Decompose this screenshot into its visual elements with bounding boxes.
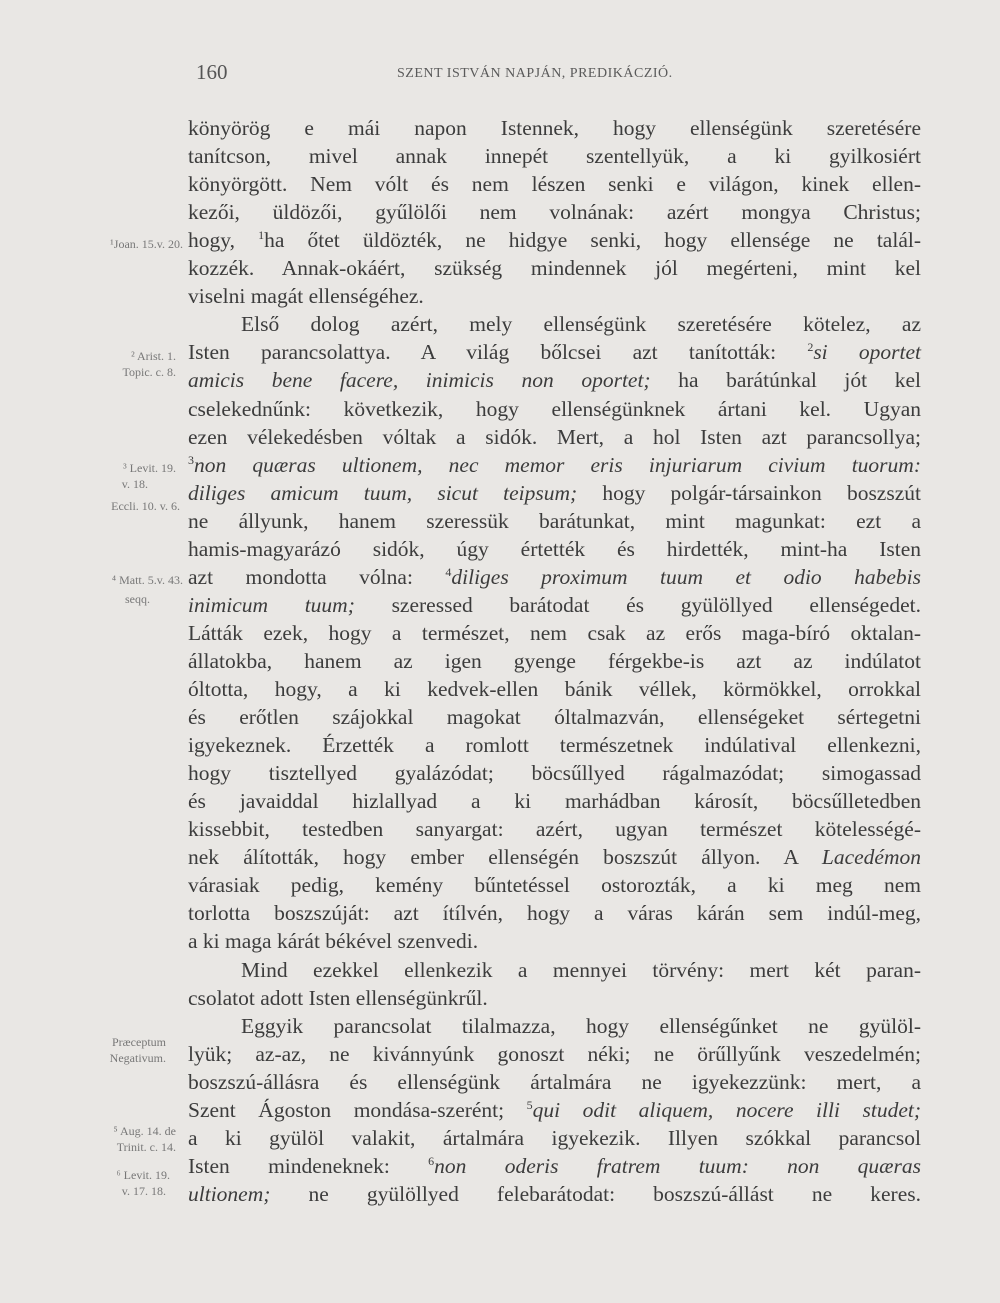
text-line: [188, 1096, 921, 1124]
margin-note: v. 17. 18.: [121, 1184, 166, 1198]
text-segment: hogy polgár-társainkon boszszút: [577, 480, 921, 505]
margin-note: seqq.: [125, 592, 150, 606]
text-segment: és javaiddal hizlallyad a ki marhádban károsít, böcsűlletedben: [188, 789, 921, 814]
text-line: [188, 1180, 921, 1208]
text-segment: Eggyik parancsolat tilalmazza, hogy ellenségűnket ne gyülöl-: [241, 1013, 921, 1038]
margin-note: Præceptum: [112, 1035, 166, 1049]
text-line: [188, 1040, 921, 1068]
latin-quote: ultionem;: [188, 1181, 271, 1206]
text-line: [188, 815, 921, 843]
text-line: [188, 1152, 921, 1180]
text-line: [188, 198, 921, 226]
text-segment: Isten parancsolattya. A világ bőlcsei azt tanították:: [188, 340, 808, 365]
margin-note: Negativum.: [109, 1051, 166, 1065]
text-line: [188, 927, 921, 955]
footnote-marker: 2: [807, 340, 814, 355]
text-segment: lyük; az-az, ne kivánnyúnk gonoszt néki; ne örűllyűnk veszedelmén;: [188, 1041, 921, 1066]
text-line: [188, 114, 921, 142]
text-segment: torlotta boszszúját: azt ítílvén, hogy a váras kárán sem indúl-meg,: [188, 901, 921, 926]
margin-note: Eccli. 10. v. 6.: [111, 499, 180, 513]
margin-note: ³ Levit. 19.: [123, 461, 176, 475]
text-line: [188, 395, 921, 423]
text-segment: óltotta, hogy, a ki kedvek-ellen bánik véllek, körmökkel, orrokkal: [188, 677, 921, 701]
text-segment: ha barátúnkal jót kel: [650, 368, 921, 393]
text-line: [188, 647, 921, 675]
latin-quote: inimicum tuum;: [188, 592, 355, 617]
text-line: [188, 787, 921, 815]
text-segment: a ki gyülöl valakit, ártalmára igyekezik. Illyen szókkal parancsol: [188, 1125, 921, 1150]
text-segment: hamis-magyarázó sidók, úgy értették és hirdették, mint-ha Isten: [188, 536, 921, 561]
text-segment: állatokba, hanem az igen gyenge férgekbe-is azt az indúlatot: [188, 648, 921, 673]
text-line: [241, 956, 921, 984]
text-segment: csolatot adott Isten ellenségünkrűl.: [188, 985, 488, 1010]
text-line: [188, 423, 921, 451]
text-line: [188, 1068, 921, 1096]
text-line: [188, 226, 921, 254]
text-line: [188, 675, 921, 703]
text-line: [188, 366, 921, 394]
text-segment: könyörög e mái napon Istennek, hogy ellenségünk szeretésére: [188, 116, 921, 140]
text-line: [188, 703, 921, 731]
text-segment: Mind ezekkel ellenkezik a mennyei törvény: mert két paran-: [241, 957, 921, 982]
text-segment: Látták ezek, hogy a természet, nem csak az erős maga-bíró oktalan-: [188, 620, 921, 645]
text-line: [188, 282, 921, 310]
text-segment: ne gyülöllyed felebarátodat: boszszú-állást ne keres.: [270, 1181, 921, 1206]
text-line: [188, 899, 921, 927]
running-head: SZENT ISTVÁN NAPJÁN, PREDIKÁCZIÓ.: [397, 66, 673, 81]
footnote-marker: 3: [188, 452, 194, 467]
latin-quote: qui odit aliquem, nocere illi studet;: [532, 1097, 921, 1122]
margin-note: ¹Joan. 15.v. 20.: [110, 237, 183, 251]
text-segment: boszszú-állásra és ellenségünk ártalmára ne igyekezzünk: mert, a: [188, 1069, 921, 1094]
latin-quote: diliges amicum tuum, sicut teipsum;: [188, 480, 578, 505]
latin-quote: non oderis fratrem tuum: non quæras: [434, 1153, 921, 1178]
footnote-marker: 4: [445, 564, 452, 579]
text-line: [188, 759, 921, 787]
text-segment: és erőtlen szájokkal magokat óltalmazván, ellenségeket sértegetni: [188, 705, 921, 730]
text-segment: kozzék. Annak-okáért, szükség mindennek jól megérteni, mint kel: [188, 256, 921, 281]
text-line: [188, 254, 921, 282]
text-segment: könyörgött. Nem vólt és nem lészen senki e világon, kinek ellen-: [188, 172, 921, 197]
text-segment: cselekednűnk: következik, hogy ellenségünknek ártani kel. Ugyan: [188, 396, 921, 421]
text-line: [188, 619, 921, 647]
text-segment: szeressed barátodat és gyülöllyed ellenségedet.: [354, 592, 921, 617]
text-line: [241, 310, 921, 338]
text-segment: kezői, üldözői, gyűlölői nem volnának: azért mongya Christus;: [188, 200, 921, 225]
latin-quote: si oportet: [813, 340, 922, 365]
text-segment: igyekeznek. Érzették a romlott természetnek indúlatival ellenkezni,: [188, 733, 921, 758]
text-line: [188, 507, 921, 535]
margin-note: ⁵ Aug. 14. de: [113, 1124, 176, 1138]
text-line: [188, 479, 921, 507]
text-segment: a ki maga kárát békével szenvedi.: [188, 929, 479, 954]
text-line: [188, 170, 921, 198]
page-number: 160: [196, 60, 228, 84]
margin-note: Topic. c. 8.: [122, 365, 176, 379]
margin-note: ⁶ Levit. 19.: [116, 1168, 170, 1182]
text-line: [188, 338, 921, 366]
text-segment: viselni magát ellenségéhez.: [188, 284, 424, 309]
text-segment: azt mondotta vólna:: [188, 564, 446, 589]
latin-quote: non quæras ultionem, nec memor eris injuriarum civium tuorum:: [194, 452, 921, 477]
text-segment: Isten mindeneknek:: [188, 1153, 429, 1178]
text-line: [188, 535, 921, 563]
latin-quote: diliges proximum tuum et odio habebis: [451, 564, 922, 589]
text-segment: kissebbit, testedben sanyargat: azért, ugyan természet kötelességé-: [188, 817, 921, 842]
margin-note: ² Arist. 1.: [131, 349, 176, 363]
text-line: [188, 142, 921, 170]
text-segment: nek álították, hogy ember ellenségén boszszút állyon. A: [188, 845, 822, 870]
text-segment: hogy,: [188, 228, 259, 253]
text-segment: Szent Ágoston mondása-szerént;: [188, 1097, 527, 1122]
margin-note: ⁴ Matt. 5.v. 43.: [111, 573, 183, 587]
text-line: [188, 563, 921, 591]
footnote-marker: 1: [258, 228, 265, 243]
footnote-marker: 5: [526, 1097, 533, 1112]
text-line: [188, 591, 921, 619]
text-line: [188, 451, 921, 479]
text-line: [188, 843, 921, 871]
text-line: [188, 1124, 921, 1152]
text-segment: hogy tisztellyed gyalázódat; böcsűllyed rágalmazódat; simogassad: [188, 761, 921, 786]
text-segment: tanítcson, mivel annak innepét szentellyük, a ki gyilkosiért: [188, 144, 921, 169]
latin-quote: Lacedémon: [821, 845, 921, 870]
footnote-marker: 6: [428, 1153, 435, 1168]
text-line: [188, 731, 921, 759]
text-segment: ne állyunk, hanem szeressük barátunkat, mint magunkat: ezt a: [188, 508, 921, 533]
margin-note: v. 18.: [121, 477, 148, 491]
text-line: [188, 871, 921, 899]
text-segment: ha őtet üldözték, ne hidgye senki, hogy ellensége ne talál-: [264, 228, 921, 253]
text-segment: Első dolog azért, mely ellenségünk szeretésére kötelez, az: [241, 312, 921, 337]
text-line: [188, 984, 921, 1012]
margin-note: Trinit. c. 14.: [116, 1140, 176, 1154]
text-segment: várasiak pedig, kemény bűntetéssel ostorozták, a ki meg nem: [188, 873, 921, 898]
text-segment: ezen vélekedésben vóltak a sidók. Mert, a hol Isten azt parancsollya;: [188, 424, 921, 449]
latin-quote: amicis bene facere, inimicis non oportet;: [188, 368, 651, 393]
text-line: [241, 1012, 921, 1040]
